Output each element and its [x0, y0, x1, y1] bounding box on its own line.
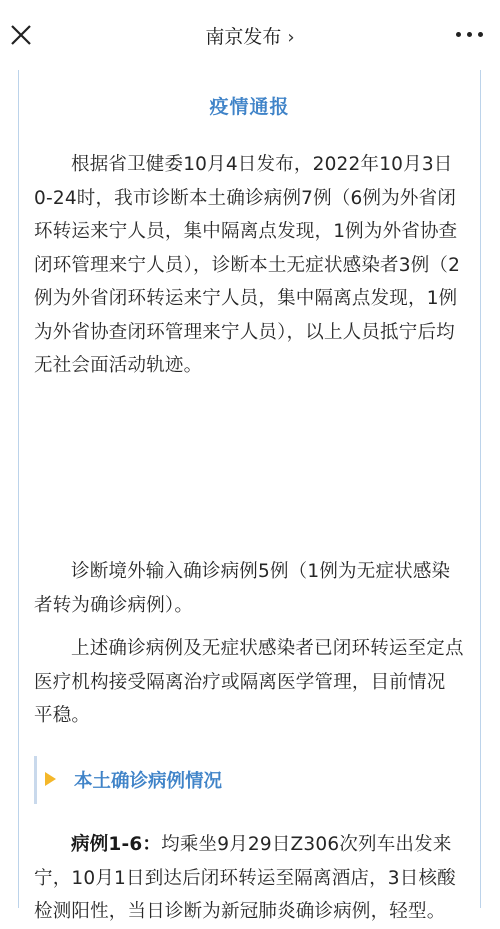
article-body — [18, 70, 481, 922]
more-icon[interactable] — [456, 28, 486, 42]
paragraph-imported: 诊断境外输入确诊病例5例（1例为无症状感染者转为确诊病例）。 — [34, 561, 451, 616]
article-title: 疫情通报 — [209, 96, 290, 118]
top-bar — [0, 0, 500, 70]
paragraph-case-1-6 — [34, 828, 464, 929]
account-name: 南京发布 — [205, 26, 282, 48]
case-label: 病例1-6： — [71, 834, 162, 855]
paragraph-status: 上述确诊病例及无症状感染者已闭环转运至定点医疗机构接受隔离治疗或隔离医学管理，目前情况平稳。 — [34, 638, 464, 726]
section-subheading — [34, 756, 464, 804]
chevron-right-icon: › — [287, 27, 295, 48]
triangle-marker-icon — [45, 772, 56, 786]
paragraph-summary: 根据省卫健委10月4日发布，2022年10月3日0-24时，我市诊断本土确诊病例7例（6例为外省闭环转运来宁人员，集中隔离点发现，1例为外省协查闭环管理来宁人员），诊断本土无症状感染者3例（2例为外省闭环转运来宁人员，集中隔离点发现，1例为外省协查闭环管理来宁人员），以上人员抵宁后均无社会面活动轨迹。 — [34, 154, 461, 376]
subheading-text: 本土确诊病例情况 — [74, 771, 223, 792]
account-title-link[interactable] — [0, 22, 500, 49]
case-text: 均乘坐9月29日Z306次列车出发来宁，10月1日到达后闭环转运至隔离酒店，3日核酸检测阳性，当日诊断为新冠肺炎确诊病例，轻型。 — [34, 834, 456, 922]
